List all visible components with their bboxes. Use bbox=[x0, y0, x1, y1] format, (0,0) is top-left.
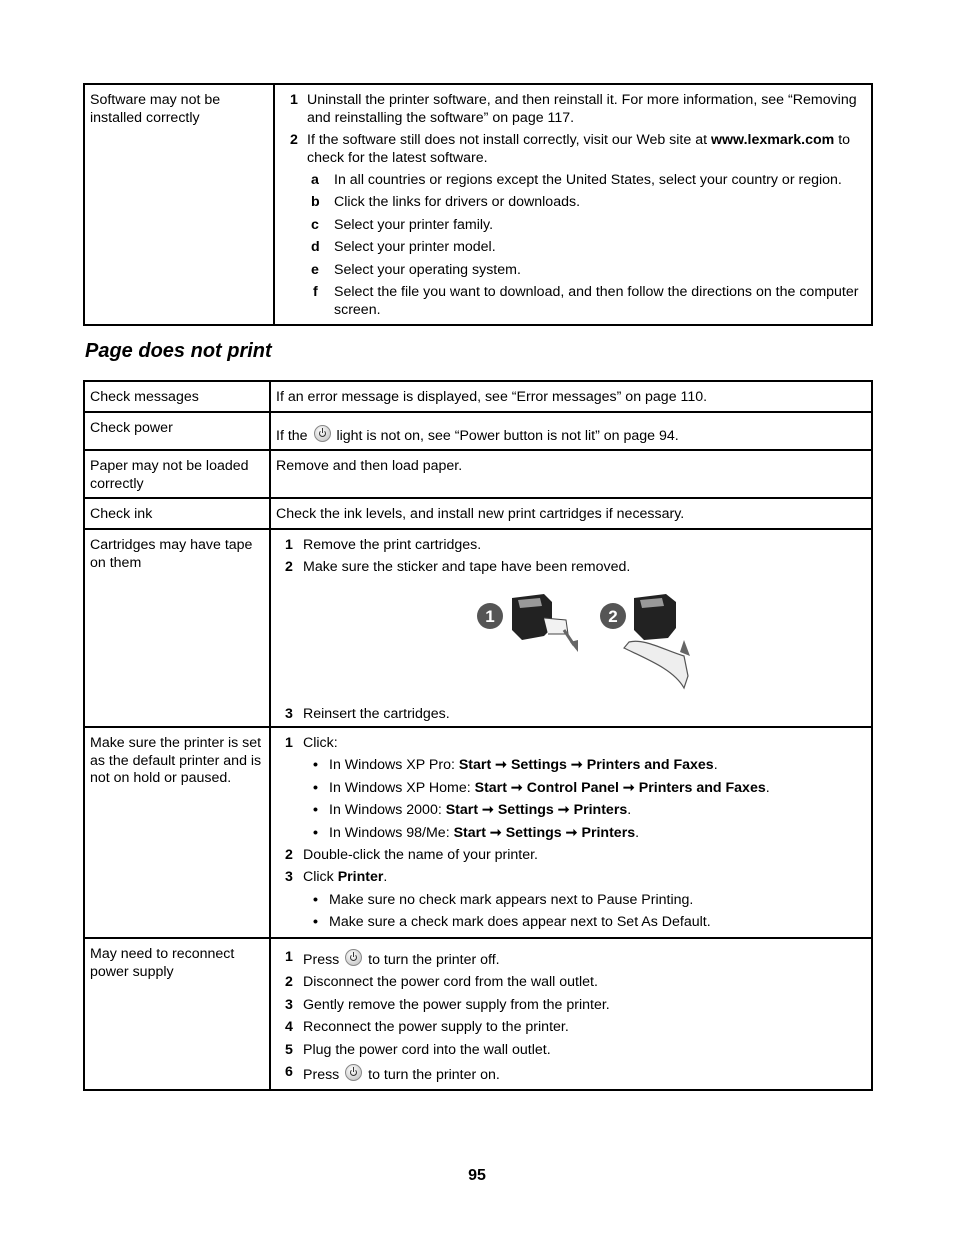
tape-step-2: 2 Make sure the sticker and tape have been removed. bbox=[285, 559, 631, 576]
cartridge-illustration bbox=[474, 590, 704, 702]
win2000-bullet: • In Windows 2000: Start ➞ Settings ➞ Printers. bbox=[313, 802, 632, 819]
reconnect-step-2: 2 Disconnect the power cord from the wall outlet. bbox=[285, 974, 598, 991]
xp-pro-bullet: • In Windows XP Pro: Start ➞ Settings ➞ Printers and Faxes. bbox=[313, 757, 718, 774]
svg-text:1: 1 bbox=[485, 606, 495, 626]
reconnect-steps bbox=[270, 938, 872, 1090]
default-bullet: • Make sure a check mark does appear next to Set As Default. bbox=[313, 914, 711, 931]
ink-label: Check ink bbox=[84, 498, 270, 529]
win98-bullet: • In Windows 98/Me: Start ➞ Settings ➞ Printers. bbox=[313, 824, 640, 841]
reconnect-step-1: 1 Press to turn the printer off. bbox=[285, 948, 500, 968]
tape-step-3: 3 Reinsert the cartridges. bbox=[285, 705, 450, 722]
paper-text: Remove and then load paper. bbox=[270, 450, 872, 498]
page-number: 95 bbox=[468, 1167, 486, 1184]
xp-home-bullet: • In Windows XP Home: Start ➞ Control Panel ➞ Printers and Faxes. bbox=[313, 779, 770, 796]
ink-text: Check the ink levels, and install new print cartridges if necessary. bbox=[270, 498, 872, 529]
default-printer-label: Make sure the printer is set as the default printer and is not on hold or paused. bbox=[84, 727, 270, 938]
tape-step-1: 1 Remove the print cartridges. bbox=[285, 536, 482, 553]
check-power-text: If the light is not on, see “Power button is not lit” on page 94. bbox=[270, 412, 872, 451]
power-button-icon bbox=[314, 425, 331, 442]
software-step-2: 2 If the software still does not install correctly, visit our Web site at www.lexmark.com to check for the latest software. bbox=[290, 131, 851, 166]
software-label: Software may not be installed correctly bbox=[84, 84, 274, 325]
software-step-1: 1 Uninstall the printer software, and then reinstall it. For more information, see “Removing and reinstalling the software” on page 117. bbox=[290, 92, 857, 126]
check-messages-text: If an error message is displayed, see “Error messages” on page 110. bbox=[270, 381, 872, 412]
default-printer-steps bbox=[270, 727, 872, 938]
pause-bullet: • Make sure no check mark appears next to Pause Printing. bbox=[313, 891, 694, 908]
power-button-icon bbox=[345, 1064, 362, 1081]
check-power-label: Check power bbox=[84, 412, 270, 451]
check-messages-label: Check messages bbox=[84, 381, 270, 412]
troubleshoot-table bbox=[83, 380, 873, 1091]
substep-a: a In all countries or regions except the United States, select your country or region. bbox=[311, 171, 842, 188]
default-step-1: 1 Click: bbox=[285, 734, 338, 751]
software-steps bbox=[274, 84, 872, 325]
substep-f: f Select the file you want to download, and then follow the directions on the computer screen. bbox=[313, 283, 859, 318]
default-step-2: 2 Double-click the name of your printer. bbox=[285, 846, 538, 863]
lexmark-url: www.lexmark.com bbox=[710, 131, 835, 148]
tape-label: Cartridges may have tape on them bbox=[84, 529, 270, 727]
substep-e: e Select your operating system. bbox=[311, 261, 521, 278]
reconnect-step-5: 5 Plug the power cord into the wall outlet. bbox=[285, 1041, 551, 1058]
substep-c: c Select your printer family. bbox=[311, 216, 494, 233]
power-button-icon bbox=[345, 949, 362, 966]
reconnect-step-4: 4 Reconnect the power supply to the printer. bbox=[285, 1019, 569, 1036]
tape-steps bbox=[270, 529, 872, 727]
substep-d: d Select your printer model. bbox=[311, 239, 496, 256]
reconnect-label: May need to reconnect power supply bbox=[84, 938, 270, 1090]
reconnect-step-3: 3 Gently remove the power supply from the printer. bbox=[285, 996, 610, 1013]
default-step-3: 3 Click Printer. bbox=[285, 869, 388, 886]
reconnect-step-6: 6 Press to turn the printer on. bbox=[285, 1063, 500, 1083]
software-table bbox=[83, 83, 873, 326]
svg-text:2: 2 bbox=[608, 606, 618, 626]
paper-label: Paper may not be loaded correctly bbox=[84, 450, 270, 498]
section-heading: Page does not print bbox=[85, 340, 272, 362]
substep-b: b Click the links for drivers or downloads. bbox=[311, 194, 581, 211]
